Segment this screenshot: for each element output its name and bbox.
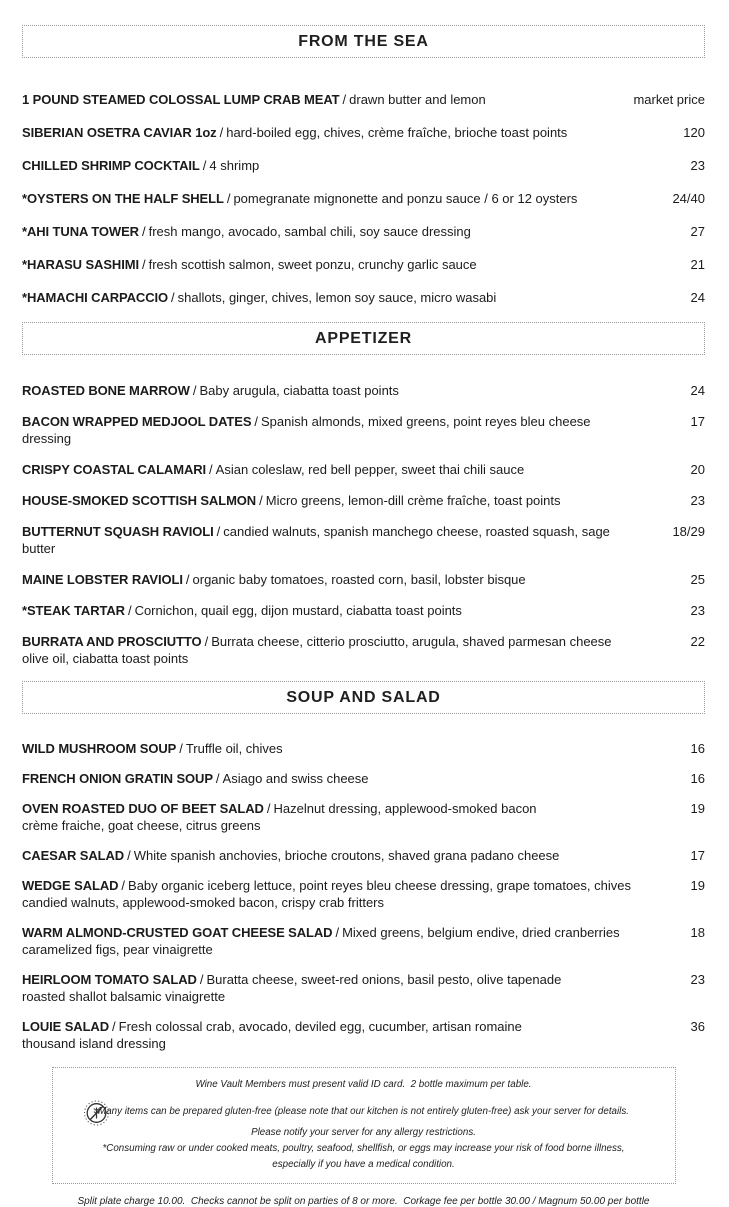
menu-item [22,571,705,588]
item-name: 1 POUND STEAMED COLOSSAL LUMP CRAB MEAT [22,92,340,107]
section-title-box [22,681,705,714]
item-description: White spanish anchovies, brioche croutons, shaved grana padano cheese [133,848,560,863]
split-plate-corkage-note: Split plate charge 10.00. Checks cannot be split on parties of 8 or more. Corkage fee per bottle 30.00 / Magnum 50.00 per bottle [77,1196,650,1207]
item-price: 25 [690,572,705,587]
item-description: Cornichon, quail egg, dijon mustard, ciabatta toast points [134,603,462,618]
raw-food-warning: *Consuming raw or under cooked meats, poultry, seafood, shellfish, or eggs may increase your risk of food borne illness, [102,1143,625,1154]
item-price: 24 [690,383,705,398]
section-items [22,740,705,1052]
section-appetizer [22,322,705,667]
gluten-free-row [67,1099,661,1125]
section-title: FROM THE SEA [298,32,429,50]
item-separator: / [342,92,347,107]
item-price: 24 [690,290,705,305]
item-name: WARM ALMOND-CRUSTED GOAT CHEESE SALAD [22,925,333,940]
section-items [22,91,705,306]
item-description: drawn butter and lemon [349,92,486,107]
item-name: FRENCH ONION GRATIN SOUP [22,771,213,786]
item-price: 23 [690,158,705,173]
item-name: SIBERIAN OSETRA CAVIAR 1oz [22,125,217,140]
item-name: MAINE LOBSTER RAVIOLI [22,572,183,587]
item-name: *STEAK TARTAR [22,603,125,618]
item-description: pomegranate mignonette and ponzu sauce / 6 or 12 oysters [233,191,578,206]
item-name: BUTTERNUT SQUASH RAVIOLI [22,524,214,539]
item-price: 120 [683,125,705,140]
item-price: 23 [690,603,705,618]
menu-item [22,847,705,864]
item-separator: / [112,1019,116,1034]
menu-item [22,461,705,478]
item-price: market price [633,92,705,107]
item-separator: / [266,801,271,816]
item-description-line2: crème fraiche, goat cheese, citrus greens [22,818,261,833]
item-description-line2: candied walnuts, applewood-smoked bacon, crispy crab fritters [22,895,385,910]
item-name: CAESAR SALAD [22,848,125,863]
item-price: 27 [690,224,705,239]
menu-item [22,523,705,557]
item-name: HEIRLOOM TOMATO SALAD [22,972,197,987]
item-price: 23 [690,493,705,508]
item-separator: / [179,741,183,756]
item-description: Asiago and swiss cheese [222,771,369,786]
menu-item [22,800,705,834]
item-separator: / [192,383,197,398]
item-price: 24/40 [672,191,705,206]
item-separator: / [254,414,259,429]
item-separator: / [259,493,263,508]
menu-item [22,971,705,1005]
item-name: CRISPY COASTAL CALAMARI [22,462,207,477]
menu-item [22,770,705,787]
item-description: Asian coleslaw, red bell pepper, sweet thai chili sauce [215,462,525,477]
menu-item [22,740,705,757]
item-description: 4 shrimp [209,158,260,173]
item-name: CHILLED SHRIMP COCKTAIL [22,158,200,173]
item-description: organic baby tomatoes, roasted corn, basil, lobster bisque [192,572,526,587]
item-separator: / [204,634,209,649]
item-separator: / [121,878,126,893]
menu-item [22,256,705,273]
item-description: Burrata cheese, citterio prosciutto, arugula, shaved parmesan cheese [211,634,612,649]
menu-item [22,492,705,509]
menu-item [22,602,705,619]
gluten-free-note: Many items can be prepared gluten-free (please note that our kitchen is not entirely gluten-free) ask your server for details. [98,1106,629,1117]
menu-item [22,633,705,667]
item-name: ROASTED BONE MARROW [22,383,190,398]
item-description: Micro greens, lemon-dill crème fraîche, toast points [265,493,561,508]
gluten-free-icon [83,1099,110,1126]
section-from-the-sea [22,25,705,306]
item-price: 19 [690,801,705,816]
item-description-line2: caramelized figs, pear vinaigrette [22,942,213,957]
menu-item [22,877,705,911]
item-description-line2: olive oil, ciabatta toast points [22,651,189,666]
item-separator: / [141,224,146,239]
item-description: shallots, ginger, chives, lemon soy sauce, micro wasabi [177,290,497,305]
item-name: BURRATA AND PROSCIUTTO [22,634,202,649]
item-name: *AHI TUNA TOWER [22,224,139,239]
item-description: Baby organic iceberg lettuce, point reyes bleu cheese dressing, grape tomatoes, chives [128,878,631,893]
item-description: hard-boiled egg, chives, crème fraîche, brioche toast points [226,125,568,140]
item-name: LOUIE SALAD [22,1019,110,1034]
section-title-box [22,322,705,355]
notice-box [52,1067,676,1184]
item-price: 16 [690,741,705,756]
item-price: 18/29 [672,524,705,539]
item-name: WILD MUSHROOM SOUP [22,741,177,756]
item-price: 18 [690,925,705,940]
item-price: 17 [690,414,705,429]
item-price: 22 [690,634,705,649]
menu-item [22,157,705,174]
item-description: Mixed greens, belgium endive, dried cranberries [342,925,620,940]
menu-item [22,1018,705,1052]
item-name: BACON WRAPPED MEDJOOL DATES [22,414,252,429]
menu-item [22,289,705,306]
menu-item [22,190,705,207]
item-separator: / [171,290,175,305]
item-price: 17 [690,848,705,863]
item-separator: / [209,462,213,477]
section-title: SOUP AND SALAD [286,688,441,706]
item-description-line2: thousand island dressing [22,1036,166,1051]
section-soup-and-salad [22,681,705,1052]
menu-item [22,413,705,447]
item-price: 23 [690,972,705,987]
item-name: *HARASU SASHIMI [22,257,139,272]
section-items [22,382,705,667]
item-name: OVEN ROASTED DUO OF BEET SALAD [22,801,264,816]
item-name: *HAMACHI CARPACCIO [22,290,169,305]
item-description: Spanish almonds, mixed greens, point reyes bleu cheese dressing [22,414,591,446]
item-description: Hazelnut dressing, applewood-smoked bacon [273,801,537,816]
item-separator: / [202,158,207,173]
menu-item [22,91,705,108]
item-separator: / [127,603,132,618]
item-separator: / [219,125,224,140]
item-description: fresh scottish salmon, sweet ponzu, crunchy garlic sauce [148,257,477,272]
section-title-box [22,25,705,58]
section-title: APPETIZER [315,329,412,347]
item-separator: / [199,972,204,987]
item-description: Truffle oil, chives [185,741,283,756]
item-price: 36 [690,1019,705,1034]
menu-item [22,223,705,240]
item-description: Buratta cheese, sweet-red onions, basil pesto, olive tapenade [206,972,562,987]
item-separator: / [141,257,146,272]
item-name: *OYSTERS ON THE HALF SHELL [22,191,224,206]
item-price: 19 [690,878,705,893]
item-separator: / [226,191,231,206]
item-separator: / [127,848,131,863]
item-name: HOUSE-SMOKED SCOTTISH SALMON [22,493,257,508]
item-price: 21 [690,257,705,272]
item-description: Fresh colossal crab, avocado, deviled egg, cucumber, artisan romaine [118,1019,522,1034]
menu-item [22,924,705,958]
item-price: 20 [690,462,705,477]
allergy-note: Please notify your server for any allergy restrictions. [251,1127,476,1138]
item-separator: / [335,925,340,940]
item-separator: / [215,771,220,786]
item-description: candied walnuts, spanish manchego cheese, roasted squash, sage butter [22,524,610,556]
item-description: Baby arugula, ciabatta toast points [199,383,399,398]
item-separator: / [185,572,190,587]
item-description-line2: roasted shallot balsamic vinaigrette [22,989,226,1004]
menu-item [22,124,705,141]
item-name: WEDGE SALAD [22,878,119,893]
wine-vault-note: Wine Vault Members must present valid ID card. 2 bottle maximum per table. [195,1079,532,1090]
item-price: 16 [690,771,705,786]
menu-item [22,382,705,399]
item-separator: / [216,524,221,539]
item-description: fresh mango, avocado, sambal chili, soy sauce dressing [148,224,471,239]
raw-food-warning-line2: especially if you have a medical condition. [272,1159,455,1170]
